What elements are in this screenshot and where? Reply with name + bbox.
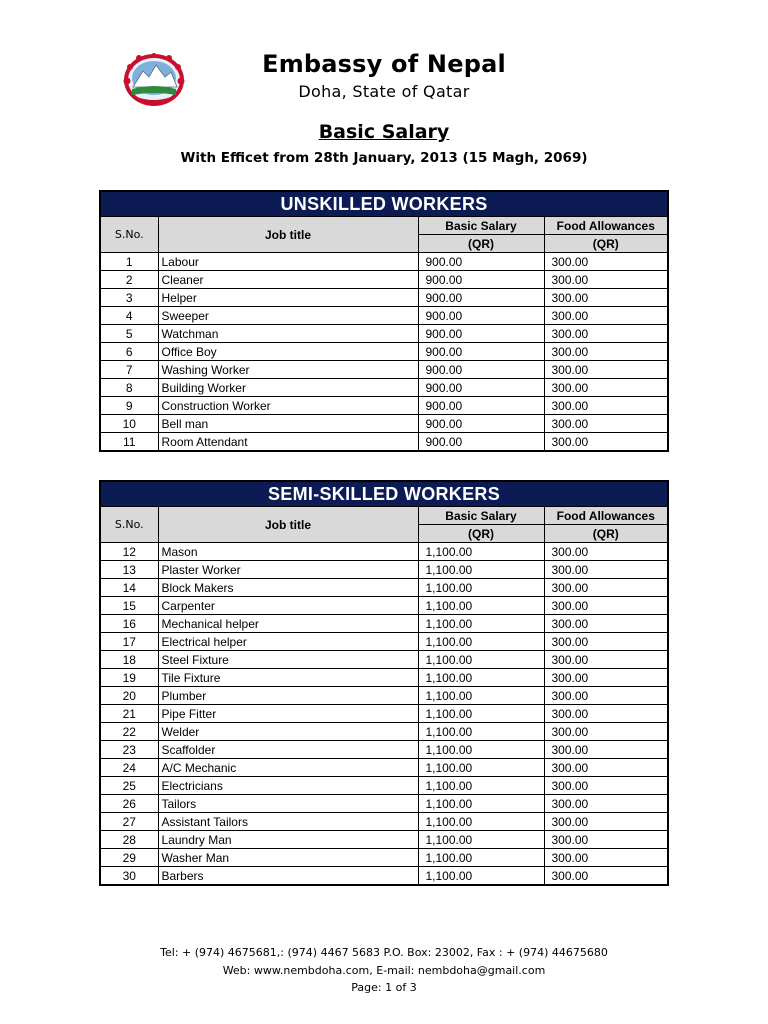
- table-row: [100, 579, 668, 597]
- basic-salary-unit: (QR): [418, 525, 544, 543]
- table-row: [100, 849, 668, 867]
- food-allowance: 300.00: [544, 361, 668, 379]
- basic-salary: 1,100.00: [418, 633, 544, 651]
- job-title: Helper: [158, 289, 418, 307]
- basic-salary: 1,100.00: [418, 597, 544, 615]
- basic-salary: 1,100.00: [418, 615, 544, 633]
- serial-number: 3: [100, 289, 158, 307]
- table-row: [100, 253, 668, 271]
- basic-salary: 900.00: [418, 307, 544, 325]
- job-title: Office Boy: [158, 343, 418, 361]
- food-allowance: 300.00: [544, 741, 668, 759]
- serial-number: 14: [100, 579, 158, 597]
- table-row: [100, 361, 668, 379]
- basic-salary: 1,100.00: [418, 759, 544, 777]
- food-allowance: 300.00: [544, 415, 668, 433]
- food-allowance: 300.00: [544, 705, 668, 723]
- food-allowance: 300.00: [544, 289, 668, 307]
- serial-number: 30: [100, 867, 158, 886]
- serial-number: 10: [100, 415, 158, 433]
- unskilled-workers-table: [99, 190, 669, 452]
- job-title: Bell man: [158, 415, 418, 433]
- basic-salary: 900.00: [418, 397, 544, 415]
- unskilled-rows: [100, 253, 668, 452]
- food-allowance: 300.00: [544, 579, 668, 597]
- table-row: [100, 831, 668, 849]
- table-row: [100, 669, 668, 687]
- table-row: [100, 289, 668, 307]
- basic-salary: 1,100.00: [418, 561, 544, 579]
- basic-salary: 1,100.00: [418, 795, 544, 813]
- job-title: Washing Worker: [158, 361, 418, 379]
- serial-number: 13: [100, 561, 158, 579]
- food-allowance: 300.00: [544, 253, 668, 271]
- serial-number: 27: [100, 813, 158, 831]
- basic-salary: 1,100.00: [418, 543, 544, 561]
- semi-skilled-heading: SEMI-SKILLED WORKERS: [100, 481, 668, 507]
- food-allowance: 300.00: [544, 271, 668, 289]
- table-row: [100, 813, 668, 831]
- serial-number: 29: [100, 849, 158, 867]
- job-title: Mason: [158, 543, 418, 561]
- serial-number: 22: [100, 723, 158, 741]
- serial-number: 4: [100, 307, 158, 325]
- job-title: Room Attendant: [158, 433, 418, 452]
- basic-salary: 900.00: [418, 253, 544, 271]
- page-number: Page: 1 of 3: [351, 981, 417, 994]
- food-allowance: 300.00: [544, 397, 668, 415]
- serial-number: 17: [100, 633, 158, 651]
- job-title: Welder: [158, 723, 418, 741]
- food-allowance: 300.00: [544, 615, 668, 633]
- serial-number: 25: [100, 777, 158, 795]
- job-title: Labour: [158, 253, 418, 271]
- serial-number: 12: [100, 543, 158, 561]
- basic-salary: 1,100.00: [418, 669, 544, 687]
- unskilled-heading: UNSKILLED WORKERS: [100, 191, 668, 217]
- table-row: [100, 615, 668, 633]
- food-allowance: 300.00: [544, 561, 668, 579]
- embassy-title: Embassy of Nepal: [262, 50, 506, 78]
- food-allowance: 300.00: [544, 343, 668, 361]
- food-allowance: 300.00: [544, 723, 668, 741]
- basic-salary: 1,100.00: [418, 813, 544, 831]
- job-title: Plumber: [158, 687, 418, 705]
- job-title-header: Job title: [158, 217, 418, 253]
- basic-salary: 900.00: [418, 415, 544, 433]
- food-allowance: 300.00: [544, 813, 668, 831]
- food-allowance: 300.00: [544, 849, 668, 867]
- table-row: [100, 307, 668, 325]
- basic-salary: 900.00: [418, 433, 544, 452]
- serial-number: 2: [100, 271, 158, 289]
- basic-salary: 900.00: [418, 325, 544, 343]
- table-row: [100, 777, 668, 795]
- food-allowance: 300.00: [544, 795, 668, 813]
- food-allowance: 300.00: [544, 433, 668, 452]
- effective-date: With Efficet from 28th January, 2013 (15 Magh, 2069): [180, 150, 588, 166]
- table-row: [100, 651, 668, 669]
- table-row: [100, 343, 668, 361]
- contact-line: Tel: + (974) 4675681,: (974) 4467 5683 P.O. Box: 23002, Fax : + (974) 44675680: [160, 946, 608, 959]
- serial-number: 8: [100, 379, 158, 397]
- table-row: [100, 271, 668, 289]
- serial-number: 16: [100, 615, 158, 633]
- basic-salary: 900.00: [418, 271, 544, 289]
- semi-skilled-rows: [100, 543, 668, 886]
- sno-header: S.No.: [100, 507, 158, 543]
- food-allowance-header: Food Allowances: [544, 217, 668, 235]
- food-allowance: 300.00: [544, 651, 668, 669]
- basic-salary: 900.00: [418, 361, 544, 379]
- job-title: Barbers: [158, 867, 418, 886]
- job-title: Scaffolder: [158, 741, 418, 759]
- basic-salary: 1,100.00: [418, 723, 544, 741]
- food-allowance: 300.00: [544, 831, 668, 849]
- job-title: Carpenter: [158, 597, 418, 615]
- job-title: Mechanical helper: [158, 615, 418, 633]
- serial-number: 24: [100, 759, 158, 777]
- basic-salary-unit: (QR): [418, 235, 544, 253]
- food-allowance: 300.00: [544, 867, 668, 886]
- serial-number: 9: [100, 397, 158, 415]
- job-title: A/C Mechanic: [158, 759, 418, 777]
- table-row: [100, 633, 668, 651]
- serial-number: 28: [100, 831, 158, 849]
- food-allowance: 300.00: [544, 777, 668, 795]
- job-title: Tailors: [158, 795, 418, 813]
- table-row: [100, 325, 668, 343]
- basic-salary: 1,100.00: [418, 831, 544, 849]
- job-title: Pipe Fitter: [158, 705, 418, 723]
- serial-number: 6: [100, 343, 158, 361]
- job-title: Building Worker: [158, 379, 418, 397]
- table-row: [100, 379, 668, 397]
- web-email-line: Web: www.nembdoha.com, E-mail: nembdoha@gmail.com: [222, 964, 546, 977]
- serial-number: 11: [100, 433, 158, 452]
- basic-salary: 900.00: [418, 379, 544, 397]
- food-allowance: 300.00: [544, 325, 668, 343]
- food-allowance: 300.00: [544, 687, 668, 705]
- table-row: [100, 433, 668, 452]
- table-row: [100, 705, 668, 723]
- job-title: Electrical helper: [158, 633, 418, 651]
- sno-header: S.No.: [100, 217, 158, 253]
- job-title: Laundry Man: [158, 831, 418, 849]
- table-row: [100, 741, 668, 759]
- table-row: [100, 795, 668, 813]
- table-row: [100, 397, 668, 415]
- food-allowance: 300.00: [544, 307, 668, 325]
- table-row: [100, 415, 668, 433]
- job-title: Plaster Worker: [158, 561, 418, 579]
- serial-number: 26: [100, 795, 158, 813]
- serial-number: 18: [100, 651, 158, 669]
- serial-number: 1: [100, 253, 158, 271]
- table-row: [100, 561, 668, 579]
- embassy-location: Doha, State of Qatar: [298, 82, 470, 101]
- table-row: [100, 723, 668, 741]
- food-allowance: 300.00: [544, 633, 668, 651]
- basic-salary: 1,100.00: [418, 687, 544, 705]
- food-allowance: 300.00: [544, 759, 668, 777]
- job-title: Tile Fixture: [158, 669, 418, 687]
- basic-salary: 900.00: [418, 289, 544, 307]
- job-title: Construction Worker: [158, 397, 418, 415]
- basic-salary-header: Basic Salary: [418, 507, 544, 525]
- semi-skilled-workers-table: [99, 480, 669, 886]
- job-title: Assistant Tailors: [158, 813, 418, 831]
- basic-salary-header: Basic Salary: [418, 217, 544, 235]
- table-row: [100, 759, 668, 777]
- basic-salary: 1,100.00: [418, 741, 544, 759]
- basic-salary: 1,100.00: [418, 651, 544, 669]
- document-title: Basic Salary: [318, 121, 450, 143]
- basic-salary: 1,100.00: [418, 849, 544, 867]
- basic-salary: 900.00: [418, 343, 544, 361]
- table-row: [100, 543, 668, 561]
- food-allowance-unit: (QR): [544, 235, 668, 253]
- serial-number: 15: [100, 597, 158, 615]
- job-title: Sweeper: [158, 307, 418, 325]
- serial-number: 23: [100, 741, 158, 759]
- food-allowance: 300.00: [544, 597, 668, 615]
- job-title-header: Job title: [158, 507, 418, 543]
- serial-number: 20: [100, 687, 158, 705]
- serial-number: 5: [100, 325, 158, 343]
- job-title: Watchman: [158, 325, 418, 343]
- food-allowance-unit: (QR): [544, 525, 668, 543]
- food-allowance: 300.00: [544, 543, 668, 561]
- basic-salary: 1,100.00: [418, 579, 544, 597]
- basic-salary: 1,100.00: [418, 867, 544, 886]
- table-row: [100, 597, 668, 615]
- table-row: [100, 867, 668, 886]
- job-title: Washer Man: [158, 849, 418, 867]
- job-title: Electricians: [158, 777, 418, 795]
- basic-salary: 1,100.00: [418, 777, 544, 795]
- job-title: Block Makers: [158, 579, 418, 597]
- basic-salary: 1,100.00: [418, 705, 544, 723]
- food-allowance: 300.00: [544, 379, 668, 397]
- serial-number: 19: [100, 669, 158, 687]
- job-title: Cleaner: [158, 271, 418, 289]
- food-allowance-header: Food Allowances: [544, 507, 668, 525]
- food-allowance: 300.00: [544, 669, 668, 687]
- job-title: Steel Fixture: [158, 651, 418, 669]
- table-row: [100, 687, 668, 705]
- serial-number: 7: [100, 361, 158, 379]
- serial-number: 21: [100, 705, 158, 723]
